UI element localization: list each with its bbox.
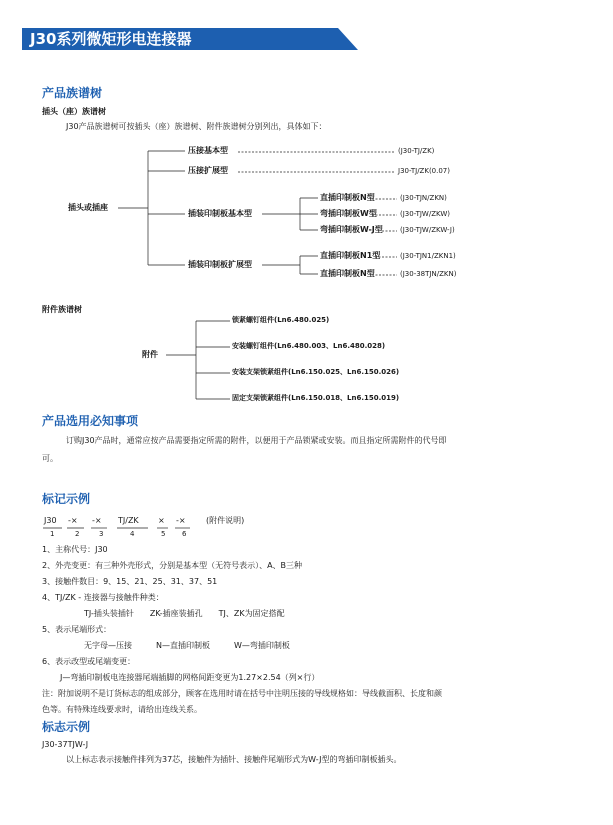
marking-item: J—弯插印制板电连接器尾端插脚的网格间距变更为1.27×2.54（列×行） [60,673,320,682]
tree-pcb-n-label: 直插印制板N型 [320,193,375,202]
marking-item: 4、TJ/ZK - 连接器与接触件种类： [42,593,164,602]
marking-note: 注：附加说明不是订货标志的组成部分，顾客在选用时请在括号中注明压接的导线规格如：导线截面积、长度和颜 [42,689,442,698]
marking-item: 5、表示尾端形式： [42,625,112,634]
formula-number: 2 [75,530,80,538]
section-title-example: 标志示例 [42,720,91,734]
marking-item: 1、主称代号：J30 [42,545,108,554]
formula-part: TJ/ZK [118,516,139,525]
tree-root-label: 插头或插座 [68,203,108,212]
formula-note: (附件说明) [206,516,245,525]
accessory-item: 安装支架锁紧组件(Ln6.150.025、Ln6.150.026) [232,368,400,376]
formula-part: -× [92,516,102,525]
formula-number: 1 [50,530,55,538]
tree-pcb-n-code: (J30-TJN/ZKN) [400,194,447,202]
formula-part: J30 [44,516,57,525]
formula-number: 4 [130,530,135,538]
plug-family-title: 插头（座）族谱树 [42,107,106,116]
accessory-item: 锁紧螺钉组件(Ln6.480.025) [232,316,330,324]
tree-pcb-expand-label: 插装印制板扩展型 [188,260,252,269]
tree-pcb-basic-label: 插装印制板基本型 [188,209,252,218]
marking-note: 色等。有特殊连线要求时，请给出连线关系。 [42,705,202,714]
example-description: 以上标志表示接触件排列为37芯，接触件为插针、接触件尾端形式为W-J型的弯插印制板插头。 [66,755,402,764]
banner-title: J30系列微矩形电连接器 [30,30,192,48]
tree-pcb-n1-label: 直插印制板N1型 [320,251,381,260]
marking-item: 无字母—压接 N—直插印制板 W—弯插印制板 [84,641,290,650]
tree-pcb-wj-label: 弯插印制板W-J型 [320,225,383,234]
tree-expand-code: J30-TJ/ZK(0.07) [398,167,450,175]
example-code: J30-37TJW-J [42,740,89,749]
tree-pcb-38n-code: (J30-38TJN/ZKN) [400,270,457,278]
formula-number: 5 [161,530,166,538]
section-title-notes: 产品选用必知事项 [42,414,139,428]
marking-item: 3、接触件数目：9、15、21、25、31、37、51 [42,577,218,586]
section-title-marking: 标记示例 [42,492,91,506]
tree-pcb-w-code: (J30-TJW/ZKW) [400,210,450,218]
accessory-item: 固定支架锁紧组件(Ln6.150.018、Ln6.150.019) [232,394,400,402]
marking-item: 6、表示改型或尾端变更： [42,657,136,666]
tree-basic-label: 压接基本型 [188,146,228,155]
marking-item: 2、外壳变更：有三种外壳形式，分别是基本型（无符号表示）、A、B三种 [42,561,303,570]
formula-part: -× [68,516,78,525]
tree-pcb-n1-code: (J30-TJN1/ZKN1) [400,252,456,260]
formula-number: 6 [182,530,187,538]
formula-part: -× [176,516,186,525]
formula-part: × [158,516,165,525]
tree-pcb-w-label: 弯插印制板W型 [320,209,377,218]
tree-basic-code: (J30-TJ/ZK) [398,147,435,155]
accessory-family-title: 附件族谱树 [42,305,82,314]
family-intro: J30产品族谱树可按插头（座）族谱树、附件族谱树分别列出，具体如下： [66,122,327,131]
notes-line-1: 订购J30产品时，通常应按产品需要指定所需的附件，以便用于产品锁紧或安装。而且指定所需附件的代号即 [66,436,447,445]
accessory-item: 安装螺钉组件(Ln6.480.003、Ln6.480.028) [232,342,386,350]
tree-pcb-38n-label: 直插印制板N型 [320,269,375,278]
accessory-root-label: 附件 [142,350,158,359]
section-title-family: 产品族谱树 [42,86,103,100]
tree-expand-label: 压接扩展型 [188,166,228,175]
formula-number: 3 [99,530,104,538]
marking-item: TJ-插头装插针 ZK-插座装插孔 TJ、ZK为固定搭配 [84,609,285,618]
notes-line-2: 可。 [42,454,58,463]
tree-pcb-wj-code: (J30-TJW/ZKW-J) [400,226,455,234]
